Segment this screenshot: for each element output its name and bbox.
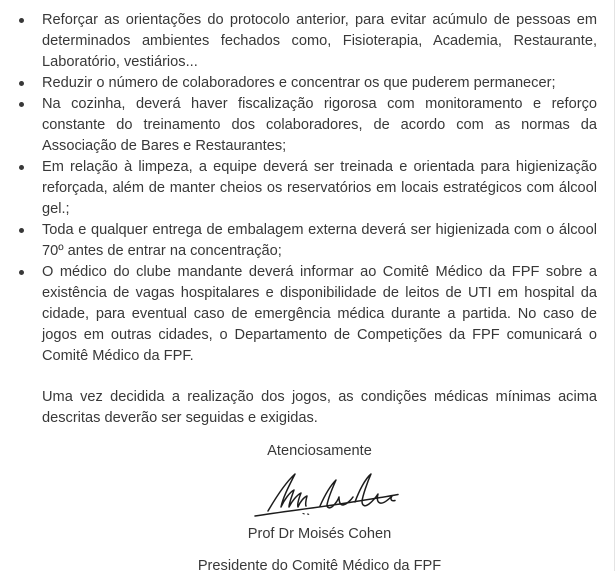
- signature-block: [42, 466, 597, 518]
- bullet-item: Reduzir o número de colaboradores e concentrar os que puderem permanecer;: [42, 73, 597, 94]
- bullet-item: Toda e qualquer entrega de embalagem externa deverá ser higienizada com o álcool 70º antes de entrar na concentração;: [42, 220, 597, 262]
- handwritten-signature-icon: [252, 466, 402, 518]
- bullet-item: O médico do clube mandante deverá informar ao Comitê Médico da FPF sobre a existência de vagas hospitalares e disponibilidade de leitos de UTI em hospital da cidade, para eventual caso de emergência médica durante a partida. No caso de jogos em outras cidades, o Departamento de Competições da FPF comunicará o Comitê Médico da FPF.: [42, 262, 597, 367]
- valediction-text: Atenciosamente: [267, 443, 372, 459]
- bullet-item: Na cozinha, deverá haver fiscalização rigorosa com monitoramento e reforço constante do treinamento dos colaboradores, de acordo com as normas da Associação de Bares e Restaurantes;: [42, 94, 597, 157]
- bullet-item: Reforçar as orientações do protocolo anterior, para evitar acúmulo de pessoas em determinados ambientes fechados como, Fisioterapia, Academia, Restaurante, Laboratório, vestiários...: [42, 10, 597, 73]
- closing-paragraph: Uma vez decidida a realização dos jogos, as condições médicas mínimas acima descritas deverão ser seguidas e exigidas.: [42, 389, 597, 426]
- bullet-item: Em relação à limpeza, a equipe deverá ser treinada e orientada para higienização reforçada, além de manter cheios os reservatórios em locais estratégicos com álcool gel.;: [42, 157, 597, 220]
- signer-name: Prof Dr Moisés Cohen: [247, 526, 392, 542]
- signer-title: Presidente do Comitê Médico da FPF: [197, 558, 442, 571]
- bullet-list: [42, 10, 597, 367]
